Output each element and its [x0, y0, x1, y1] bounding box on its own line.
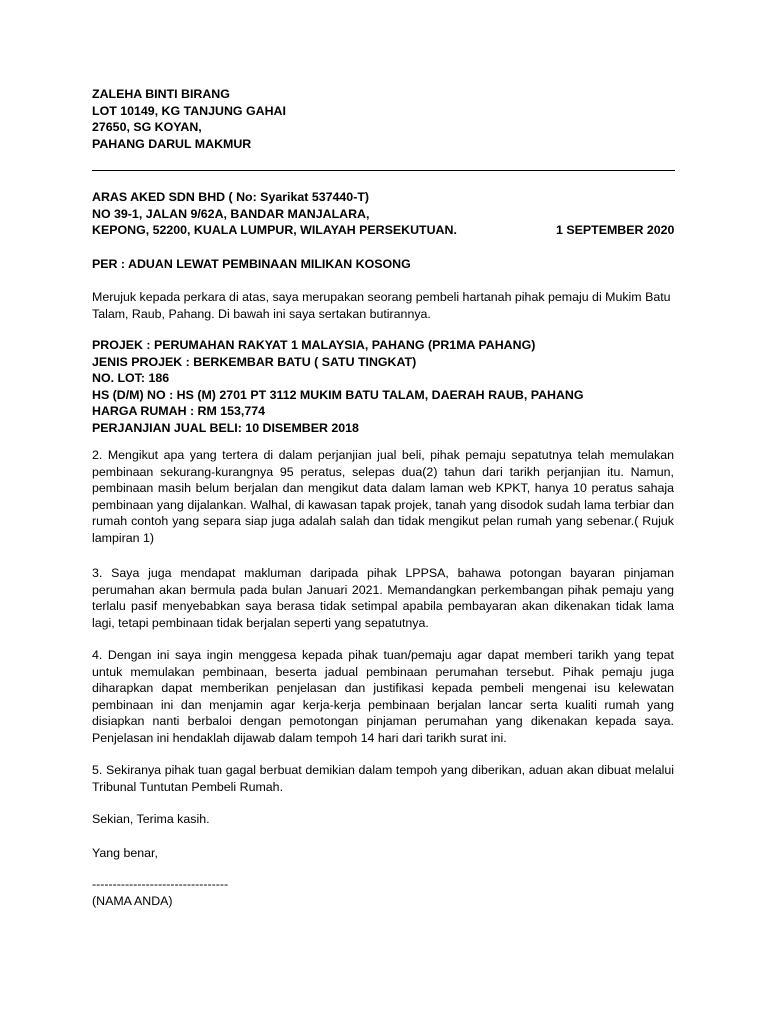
paragraph-3: 3. Saya juga mendapat makluman daripada pihak LPPSA, bahawa potongan bayaran pinjaman perumahan akan bermula pada bulan Januari 2021. Memandangkan perkembangan pihak pemaju yang terlalu pasif menyebabkan saya berasa tidak setimpal apabila pembayaran akan dikenakan tidak lama lagi, tetapi pembinaan tidak berjalan seperti yang sepatutnya.: [92, 566, 674, 630]
closing-text: Sekian, Terima kasih.: [92, 812, 210, 826]
signoff-text: Yang benar,: [92, 846, 158, 860]
paragraph-4: 4. Dengan ini saya ingin menggesa kepada pihak tuan/pemaju agar dapat memberi tarikh yang tepat untuk memulakan pembinaan, beserta jadual pembinaan perumahan tersebut. Pihak pemaju juga diharapkan dapat memberikan penjelasan dan justifikasi kepada pembeli mengenai isu kelewatan pembinaan ini dan menjamin agar kerja-kerja pembinaan berjalan lancar serta kualiti rumah yang disiapkan nanti berbaloi dengan pemotongan pinjaman perumahan yang dikenakan kepada saya. Penjelasan ini hendaklah dijawab dalam tempoh 14 hari dari tarikh surat ini.: [92, 648, 674, 745]
detail-line: HARGA RUMAH : RM 153,774: [92, 404, 266, 419]
property-details: [92, 337, 674, 437]
paragraph-5: 5. Sekiranya pihak tuan gagal berbuat demikian dalam tempoh yang diberikan, aduan akan dibuat melalui Tribunal Tuntutan Pembeli Rumah.: [92, 763, 674, 794]
recipient-address-line: KEPONG, 52200, KUALA LUMPUR, WILAYAH PERSEKUTUAN.: [92, 223, 457, 238]
sender-name: ZALEHA BINTI BIRANG: [92, 87, 230, 101]
sender-address-line: PAHANG DARUL MAKMUR: [92, 136, 252, 151]
detail-line: JENIS PROJEK : BERKEMBAR BATU ( SATU TINGKAT): [92, 354, 417, 369]
detail-line: PERJANJIAN JUAL BELI: 10 DISEMBER 2018: [92, 420, 359, 435]
detail-line: NO. LOT: 186: [92, 371, 170, 386]
intro-paragraph: Merujuk kepada perkara di atas, saya merupakan seorang pembeli hartanah pihak pemaju di Mukim Batu Talam, Raub, Pahang. Di bawah ini saya sertakan butirannya.: [92, 290, 671, 321]
recipient-address-line: NO 39-1, JALAN 9/62A, BANDAR MANJALARA,: [92, 206, 370, 221]
letter-subject: PER : ADUAN LEWAT PEMBINAAN MILIKAN KOSONG: [92, 257, 411, 271]
sender-name-placeholder: (NAMA ANDA): [92, 894, 173, 908]
paragraph-2: 2. Mengikut apa yang tertera di dalam perjanjian jual beli, pihak pemaju sepatutnya telah memulakan pembinaan sekurang-kurangnya 95 peratus, selepas dua(2) tahun dari tarikh perjanjian itu. Namun, pembinaan masih belum berjalan dan mengikut data dalam laman web KPKT, hanya 10 peratus sahaja pembinaan yang dijalankan. Walhal, di kawasan tapak projek, tanah yang disodok sudah lama terbiar dan rumah contoh yang separa siap juga adalah salah dan tidak mengikut pelan rumah yang sebenar.( Rujuk lampiran 1): [92, 448, 674, 545]
sender-address: [92, 86, 674, 152]
signature-line: ---------------------------------: [92, 877, 229, 891]
letter-date: 1 SEPTEMBER 2020: [556, 223, 675, 237]
detail-line: PROJEK : PERUMAHAN RAKYAT 1 MALAYSIA, PAHANG (PR1MA PAHANG): [92, 338, 536, 352]
detail-line: HS (D/M) NO : HS (M) 2701 PT 3112 MUKIM BATU TALAM, DAERAH RAUB, PAHANG: [92, 387, 584, 402]
header-divider: [92, 170, 675, 171]
sender-address-line: LOT 10149, KG TANJUNG GAHAI: [92, 103, 286, 118]
recipient-company: ARAS AKED SDN BHD ( No: Syarikat 537440-T): [92, 190, 370, 204]
sender-address-line: 27650, SG KOYAN,: [92, 120, 202, 135]
